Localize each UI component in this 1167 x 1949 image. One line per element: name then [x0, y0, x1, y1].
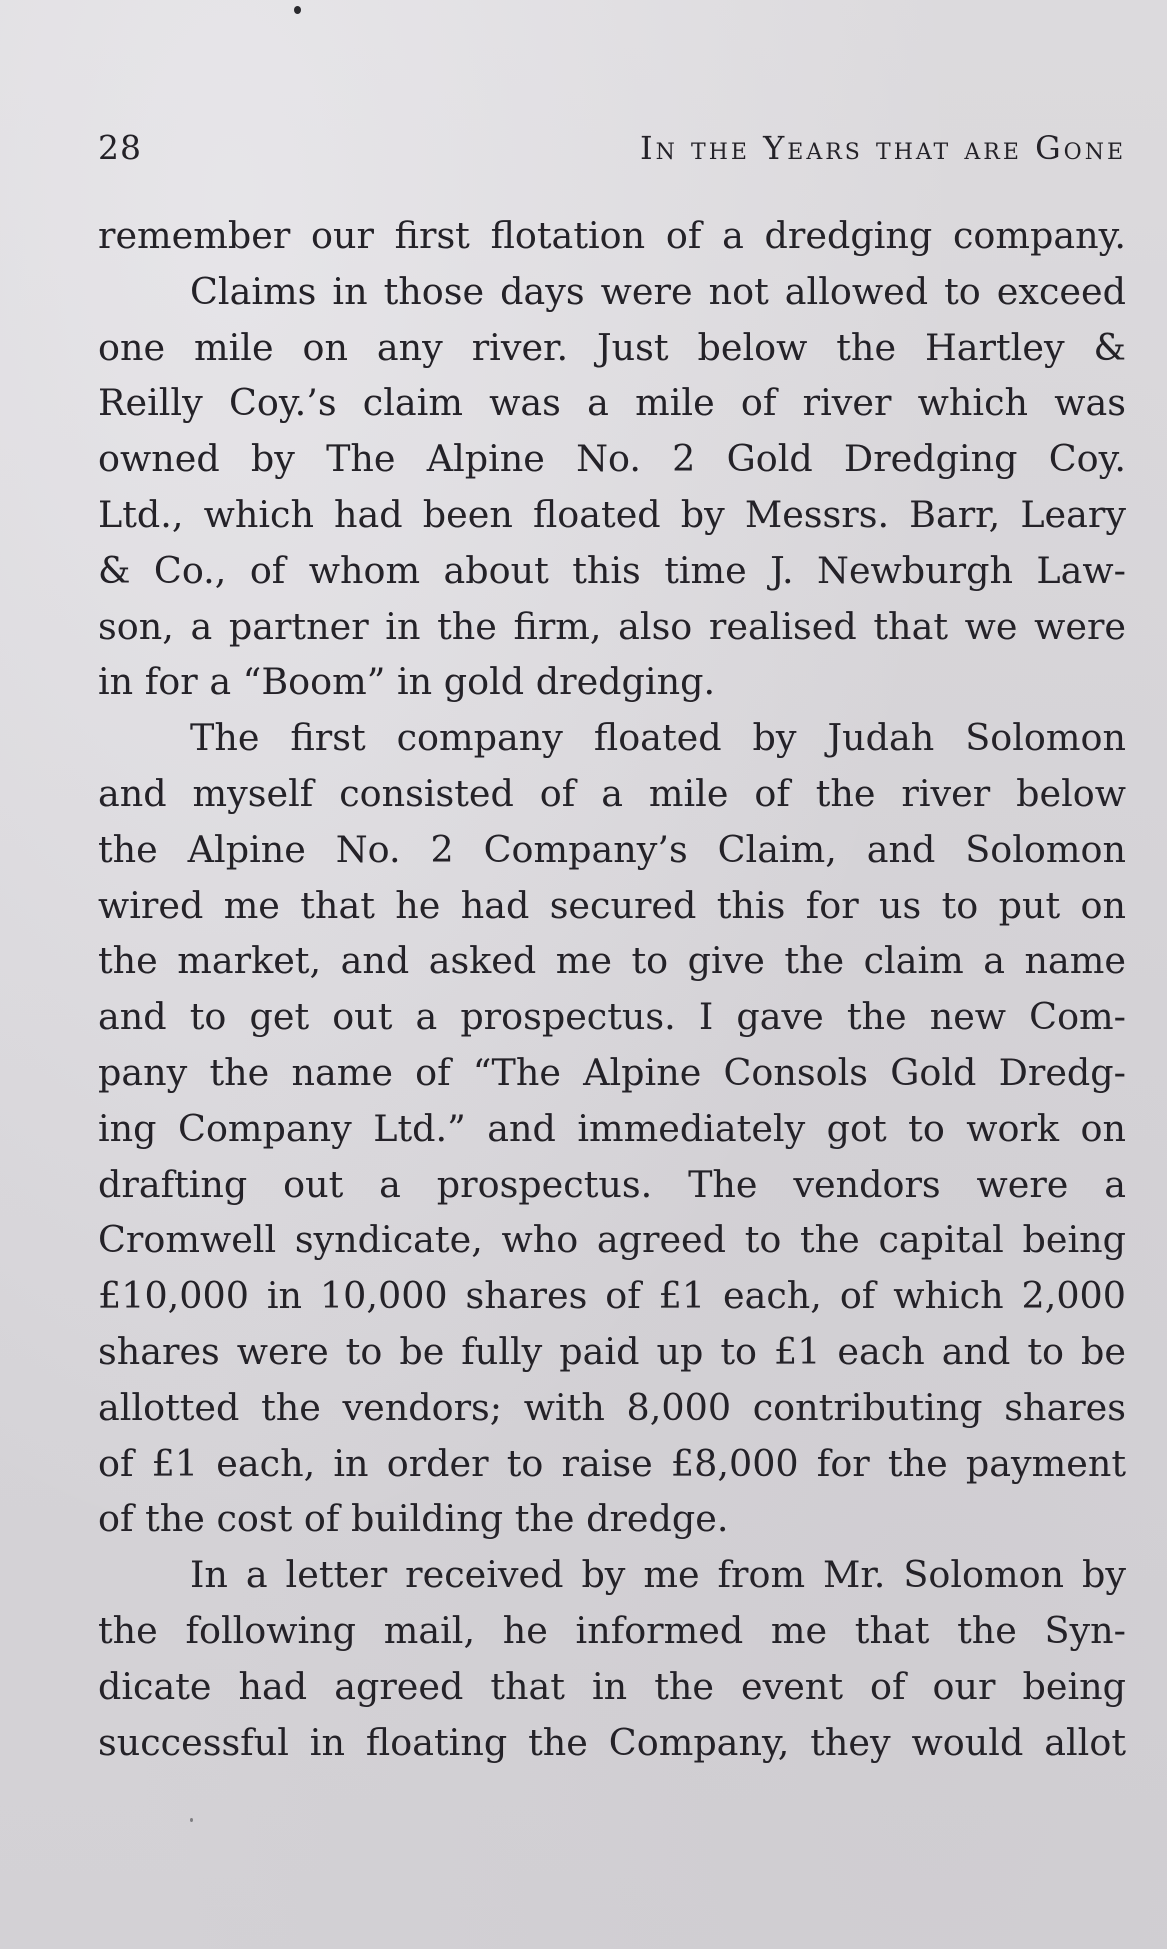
text-line: Cromwell syndicate, who agreed to the capital being [98, 1218, 1126, 1262]
text-line: and myself consisted of a mile of the river below [98, 771, 1126, 815]
text-line: pany the name of “The Alpine Consols Gold Dredg- [98, 1050, 1126, 1094]
text-line: the market, and asked me to give the claim a name [98, 939, 1126, 983]
text-line: owned by The Alpine No. 2 Gold Dredging Coy. [98, 437, 1126, 481]
text-line: the following mail, he informed me that the Syn- [98, 1608, 1126, 1652]
text-line: allotted the vendors; with 8,000 contributing shares [98, 1385, 1126, 1429]
text-line: & Co., of whom about this time J. Newburgh Law- [98, 548, 1126, 592]
text-line: £10,000 in 10,000 shares of £1 each, of which 2,000 [98, 1274, 1126, 1318]
text-line: The first company floated by Judah Solomon [190, 716, 1126, 760]
text-line: dicate had agreed that in the event of our being [98, 1664, 1126, 1708]
text-line: shares were to be fully paid up to £1 each and to be [98, 1329, 1126, 1373]
text-line: of the cost of building the dredge. [98, 1497, 729, 1541]
text-line: son, a partner in the firm, also realised that we were [98, 604, 1126, 648]
text-line: of £1 each, in order to raise £8,000 for the payment [98, 1441, 1126, 1485]
text-line: Ltd., which had been floated by Messrs. Barr, Leary [98, 492, 1126, 536]
ink-speck-bottom [190, 1818, 193, 1822]
text-line: successful in floating the Company, they would allot [98, 1720, 1126, 1764]
text-line: in for a “Boom” in gold dredging. [98, 660, 716, 704]
ink-speck-top [294, 6, 301, 14]
text-line: wired me that he had secured this for us to put on [98, 883, 1126, 927]
text-line: ing Company Ltd.” and immediately got to work on [98, 1106, 1126, 1150]
text-line: Reilly Coy.’s claim was a mile of river which was [98, 381, 1126, 425]
text-line: the Alpine No. 2 Company’s Claim, and Solomon [98, 827, 1126, 871]
text-line: drafting out a prospectus. The vendors were a [98, 1162, 1126, 1206]
page-number: 28 [98, 128, 142, 167]
text-line: In a letter received by me from Mr. Solomon by [190, 1553, 1126, 1597]
text-line: one mile on any river. Just below the Hartley & [98, 325, 1126, 369]
text-line: and to get out a prospectus. I gave the new Com- [98, 995, 1126, 1039]
body-text [98, 208, 1126, 1770]
running-head: In the Years that are Gone [639, 129, 1126, 167]
text-line: remember our first flotation of a dredging company. [98, 214, 1126, 257]
text-line: Claims in those days were not allowed to exceed [190, 269, 1126, 313]
page-header [98, 124, 1126, 172]
